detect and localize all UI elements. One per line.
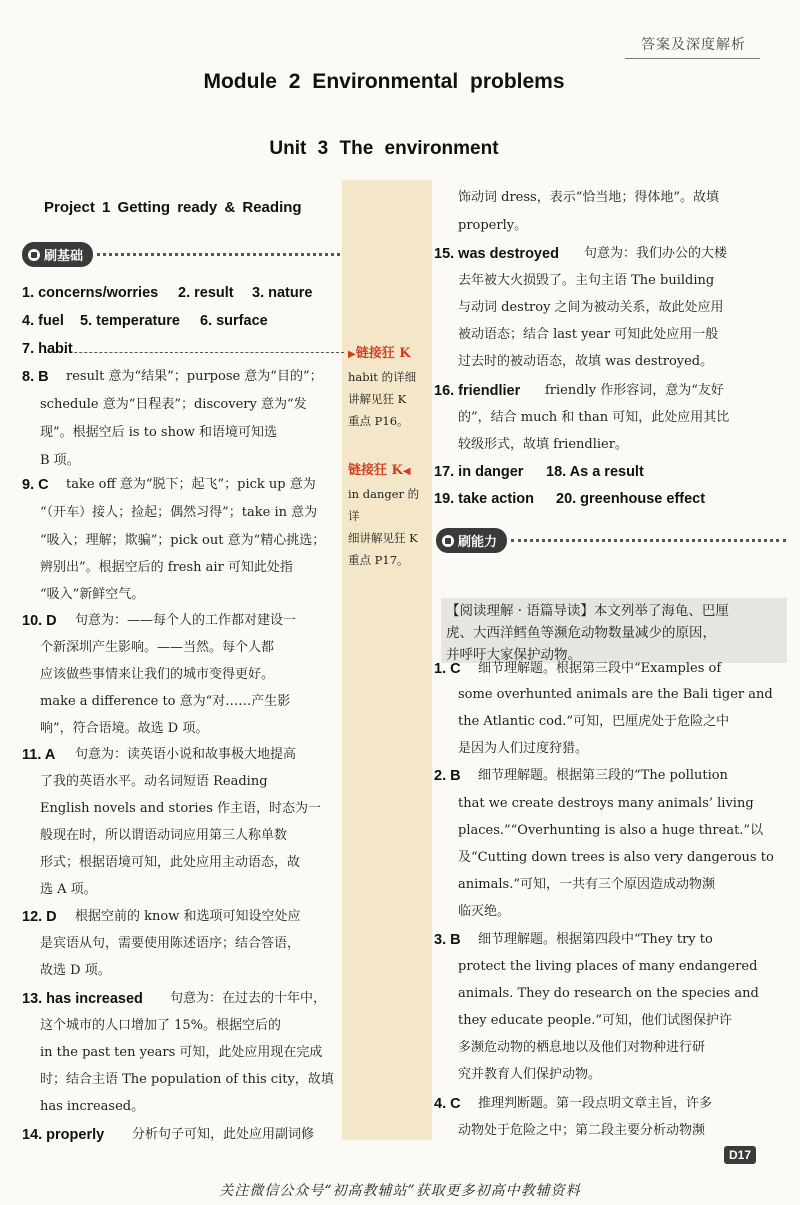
answer-20: 20. greenhouse effect	[556, 491, 706, 507]
sidebar-band	[342, 180, 432, 1140]
answer-page: 答案及深度解析 Module 2 Environmental problems Unit 3 The environment Project 1 Getting ready & Reading ▶链接狂 K habit 的详细 讲解见狂 K 重点 P16。 链接狂 K◀ in danger 的详 细讲解见狂 K 重点 P17。 刷基础 1. concerns/worries 2. result 3. nature 4. fuel 5. temperature 6. surface 7. habit 8. B result 意为“结果”；purpose 意为“目的”； schedule 意为“日程表”；discovery 意为“发 现”。根据空后 is to show 和语境可知选 B 项。 9. C take off 意为“脱下；起飞”；pick up 意为 “（开车）接人；捡起；偶然习得”；take in 意为 “吸入；理解；欺骗”；pick out 意为“精心挑选； 辨别出”。根据空后的 fresh air 可知此处指 “吸入”新鲜空气。 10. D 句意为：——每个人的工作都对建设一 个新深圳产生影响。——当然。每个人都 应该做些事情来让我们的城市变得更好。 make a difference to 意为“对……产生影 响”，符合语境。故选 D 项。 11. A 句意为：读英语小说和故事极大地提高 了我的英语水平。动名词短语 Reading English novels and stories 作主语，时态为一 般现在时，所以谓语动词应用第三人称单数 形式；根据语境可知，此处应用主动语态，故 选 A 项。 12. D 根据空前的 know 和选项可知设空处应 是宾语从句，需要使用陈述语序；结合答语， 故选 D 项。 13. has increased 句意为：在过去的十年中， 这个城市的人口增加了 15%。根据空后的 in the past ten years 可知，此处应用现在完成 时；结合主语 The population of this city，故填 has increased。 14. properly 分析句子可知，此处应用副词修 饰动词 dress，表示“恰当地；得体地”。故填 properly。 15. was destroyed 句意为：我们办公的大楼 去年被大火损毁了。主句主语 The building 与动词 destroy 之间为被动关系，故此处应用 被动语态；结合 last year 可知此处应用一般 过去时的被动语态，故填 was destroyed。 16. friendlier friendly 作形容词，意为“友好 的”，结合 much 和 than 可知，此处应用其比 较级形式，故填 friendlier。 17. in danger 18. As a result 19. take action 20. greenhouse effect 刷能力 【阅读理解 · 语篇导读】本文列举了海龟、巴厘 虎、大西洋鳕鱼等濒危动物数量减少的原因， 并呼吁大家保护动物。 1. C 细节理解题。根据第三段中“Examples of some overhunted animals are the Bali tiger and the Atlantic cod.”可知，巴厘虎处于危险之中 是因为人们过度狩猎。 2. B 细节理解题。根据第三段的“The pollution that we create destroys many animals’ living places.”“Overhunting is also a huge threat.”以 及“Cutting down trees is also very dangerous to animals.”可知，一共有三个原因造成动物濒 临灭绝。 3. B 细节理解题。根据第四段中“They try to protect the living places of many endangered animals. They do research on the species and they educate people.”可知，他们试图保护许 多濒危动物的栖息地以及他们对物种进行研 究并教育人们保护动物。 4. C 推理判断题。第一段点明文章主旨，许多 动物处于危险之中；第二段主要分析动物濒 D17 关注微信公众号“初高教辅站”获取更多初高中教辅资料	[0, 0, 800, 1205]
ability-badge: 刷能力	[436, 528, 786, 553]
header-rule	[625, 58, 760, 59]
q10-answer: 10. D	[22, 613, 57, 629]
answer-17: 17. in danger	[434, 464, 524, 480]
r4-answer: 4. C	[434, 1096, 461, 1112]
q16-answer: 16. friendlier	[434, 383, 521, 399]
q11-answer: 11. A	[22, 747, 56, 763]
pen-icon	[442, 535, 454, 547]
r1-answer: 1. C	[434, 661, 461, 677]
sidebar-note-habit: ▶链接狂 K habit 的详细 讲解见狂 K 重点 P16。	[348, 346, 417, 428]
sidebar-note-in-danger: 链接狂 K◀ in danger 的详 细讲解见狂 K 重点 P17。	[348, 463, 420, 567]
answer-19: 19. take action	[434, 491, 534, 507]
answer-5: 5. temperature	[80, 313, 180, 329]
answer-18: 18. As a result	[546, 464, 644, 480]
q13-answer: 13. has increased	[22, 991, 143, 1007]
leader-line	[44, 352, 344, 353]
q8-answer: 8. B	[22, 369, 49, 385]
basic-badge: 刷基础	[22, 242, 340, 267]
arrow-icon: ▶	[348, 349, 356, 360]
q9-answer: 9. C	[22, 477, 49, 493]
reading-guide: 【阅读理解 · 语篇导读】本文列举了海龟、巴厘	[446, 603, 729, 619]
q12-answer: 12. D	[22, 909, 57, 925]
project-title: Project 1 Getting ready & Reading	[44, 199, 302, 216]
unit-title: Unit 3 The environment	[269, 138, 499, 159]
arrow-icon: ◀	[402, 466, 411, 477]
answer-4: 4. fuel	[22, 313, 64, 329]
header-label: 答案及深度解析	[641, 37, 746, 53]
answer-3: 3. nature	[252, 285, 313, 301]
page-number: D17	[724, 1146, 756, 1164]
answer-7: 7. habit	[22, 341, 73, 357]
module-title: Module 2 Environmental problems	[203, 70, 565, 93]
r3-answer: 3. B	[434, 932, 461, 948]
dotted-divider	[511, 539, 786, 542]
footer-note: 关注微信公众号“初高教辅站”获取更多初高中教辅资料	[219, 1183, 581, 1199]
pen-icon	[28, 249, 40, 261]
answer-1: 1. concerns/worries	[22, 285, 159, 301]
r2-answer: 2. B	[434, 768, 461, 784]
q14-answer: 14. properly	[22, 1127, 105, 1143]
answer-2: 2. result	[178, 285, 234, 301]
dotted-divider	[97, 253, 340, 256]
q15-answer: 15. was destroyed	[434, 246, 559, 262]
answer-6: 6. surface	[200, 313, 268, 329]
